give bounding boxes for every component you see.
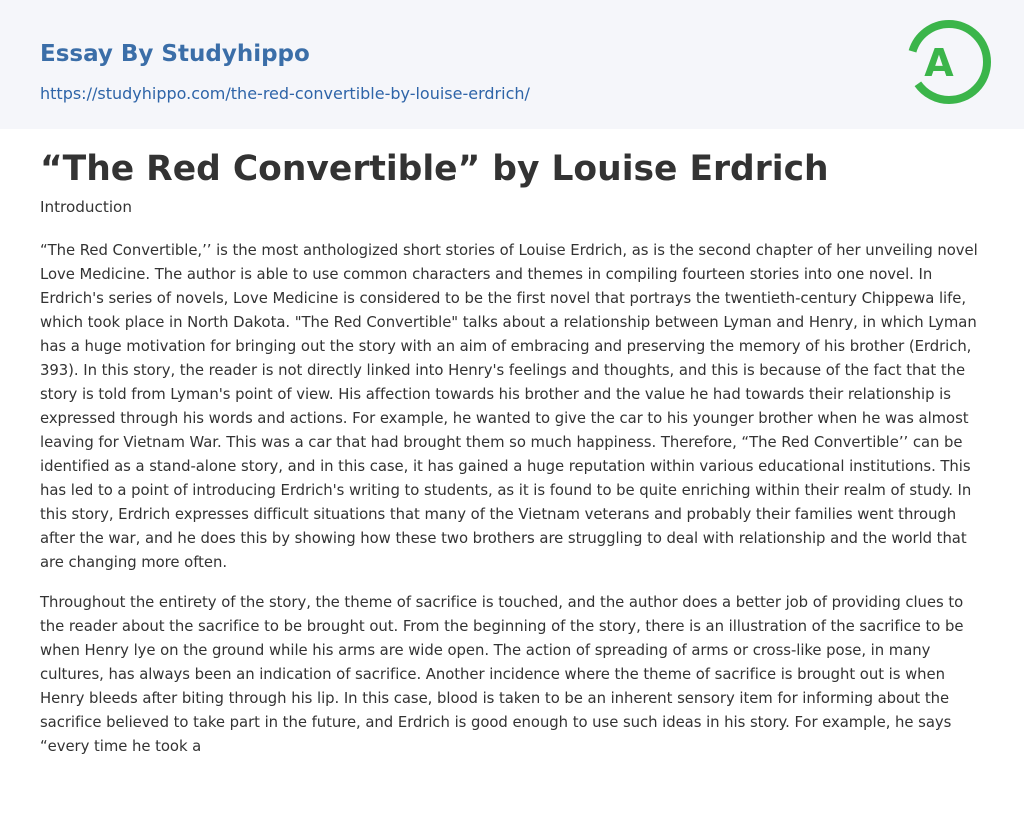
article-title: “The Red Convertible” by Louise Erdrich [40, 149, 829, 189]
source-url-link[interactable]: https://studyhippo.com/the-red-convertible-by-louise-erdrich/ [40, 84, 530, 103]
article [40, 140, 984, 758]
section-label: Introduction [40, 198, 132, 217]
paragraph: “The Red Convertible,’’ is the most anthologized short stories of Louise Erdrich, as is the second chapter of her unveiling novel Love Medicine. The author is able to use common characters and themes in compiling fourteen stories into one novel. In Erdrich's series of novels, Love Medicine is considered to be the first novel that portrays the twentieth-century Chippewa life, which took place in North Dakota. "The Red Convertible" talks about a relationship between Lyman and Henry, in which Lyman has a huge motivation for bringing out the story with an aim of embracing and preserving the memory of his brother (Erdrich, 393). In this story, the reader is not directly linked into Henry's feelings and thoughts, and this is because of the fact that the story is told from Lyman's point of view. His affection towards his brother and the value he had towards their relationship is expressed through his words and actions. For example, he wanted to give the car to his younger brother when he was almost leaving for Vietnam War. This was a car that had brought them so much happiness. Therefore, “The Red Convertible’’ can be identified as a stand-alone story, and in this case, it has gained a huge reputation within various educational institutions. This has led to a point of introducing Erdrich's writing to students, as it is found to be quite enriching within their realm of study. In this story, Erdrich expresses difficult situations that many of the Vietnam veterans and probably their families went through after the war, and he does this by showing how these two brothers are struggling to deal with relationship and the world that are changing more often. [40, 241, 978, 572]
logo-letter: A [924, 41, 954, 85]
site-header [0, 0, 1024, 129]
brand-title[interactable]: Essay By Studyhippo [40, 41, 310, 67]
studyhippo-logo-icon[interactable] [906, 16, 992, 108]
paragraph: Throughout the entirety of the story, the theme of sacrifice is touched, and the author does a better job of providing clues to the reader about the sacrifice to be brought out. From the beginning of the story, there is an illustration of the sacrifice to be when Henry lye on the ground while his arms are wide open. The action of spreading of arms or cross-like pose, in many cultures, has always been an indication of sacrifice. Another incidence where the theme of sacrifice is brought out is when Henry bleeds after biting through his lip. In this case, blood is taken to be an inherent sensory item for informing about the sacrifice believed to take part in the future, and Erdrich is good enough to use such ideas in his story. For example, he says “every time he took a [40, 593, 964, 756]
